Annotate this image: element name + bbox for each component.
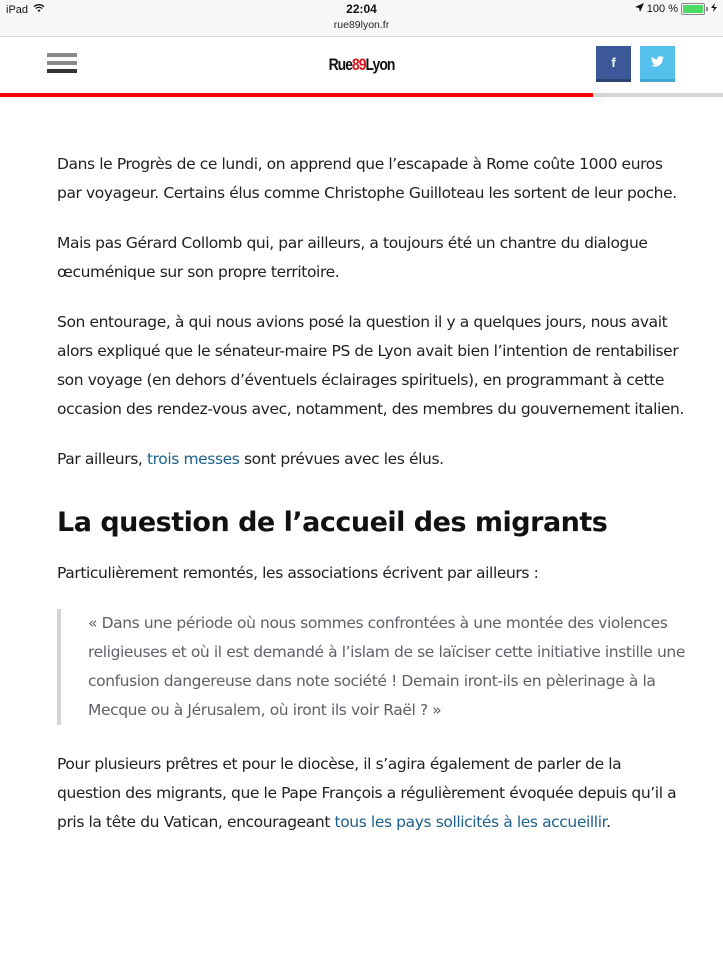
- location-arrow-icon: [635, 3, 644, 15]
- battery-icon: [681, 3, 705, 15]
- reading-progress-fill: [0, 93, 593, 97]
- url-bar[interactable]: rue89lyon.fr: [333, 19, 390, 31]
- trois-messes-link[interactable]: trois messes: [146, 450, 240, 468]
- facebook-icon: f: [611, 55, 616, 70]
- site-logo[interactable]: Rue89Lyon: [328, 55, 395, 74]
- article-body: [57, 150, 687, 858]
- paragraph-6: Pour plusieurs prêtres et pour le diocèse, il s’agira également de parler de la question des migrants, que le Pape François a régulièrement évoquée depuis qu’il a pris la tête du Vatican, encourageant tous les pays sollicités à les accueillir.: [57, 755, 677, 831]
- twitter-share-button[interactable]: [640, 46, 675, 82]
- paragraph-1: Dans le Progrès de ce lundi, on apprend que l’escapade à Rome coûte 1000 euros par voyageur. Certains élus comme Christophe Guilloteau les sortent de leur poche.: [57, 155, 677, 202]
- status-bar: [0, 0, 723, 37]
- battery-tip-icon: [706, 7, 708, 11]
- site-header: [0, 37, 723, 93]
- reading-progress-bar: [0, 93, 723, 97]
- twitter-icon: [651, 55, 664, 70]
- status-right: [635, 3, 717, 15]
- blockquote: « Dans une période où nous sommes confrontées à une montée des violences religieuses et où il est demandé à l’islam de se laïciser cette initiative instille une confusion dangereuse dans note société ! Demain iront-ils en pèlerinage à la Mecque ou à Jérusalem, où iront ils voir Raël ? »: [57, 609, 687, 725]
- battery-percent: 100 %: [646, 3, 678, 15]
- charging-icon: [711, 3, 717, 15]
- device-name: iPad: [6, 3, 29, 16]
- facebook-share-button[interactable]: [596, 46, 631, 82]
- clock: 22:04: [346, 2, 377, 16]
- paragraph-4: Par ailleurs, trois messes sont prévues avec les élus.: [57, 450, 444, 468]
- section-heading: La question de l’accueil des migrants: [57, 507, 608, 538]
- paragraph-3: Son entourage, à qui nous avions posé la question il y a quelques jours, nous avait alors expliqué que le sénateur-maire PS de Lyon avait bien l’intention de rentabiliser son voyage (en dehors d’éventuels éclairages spirituels), en programmant à cette occasion des rendez-vous avec, notamment, des membres du gouvernement italien.: [57, 313, 685, 418]
- pays-sollicites-link[interactable]: tous les pays sollicités à les accueillir: [334, 813, 607, 831]
- paragraph-5: Particulièrement remontés, les associations écrivent par ailleurs :: [57, 564, 539, 582]
- paragraph-2: Mais pas Gérard Collomb qui, par ailleurs, a toujours été un chantre du dialogue œcuménique sur son propre territoire.: [57, 234, 648, 281]
